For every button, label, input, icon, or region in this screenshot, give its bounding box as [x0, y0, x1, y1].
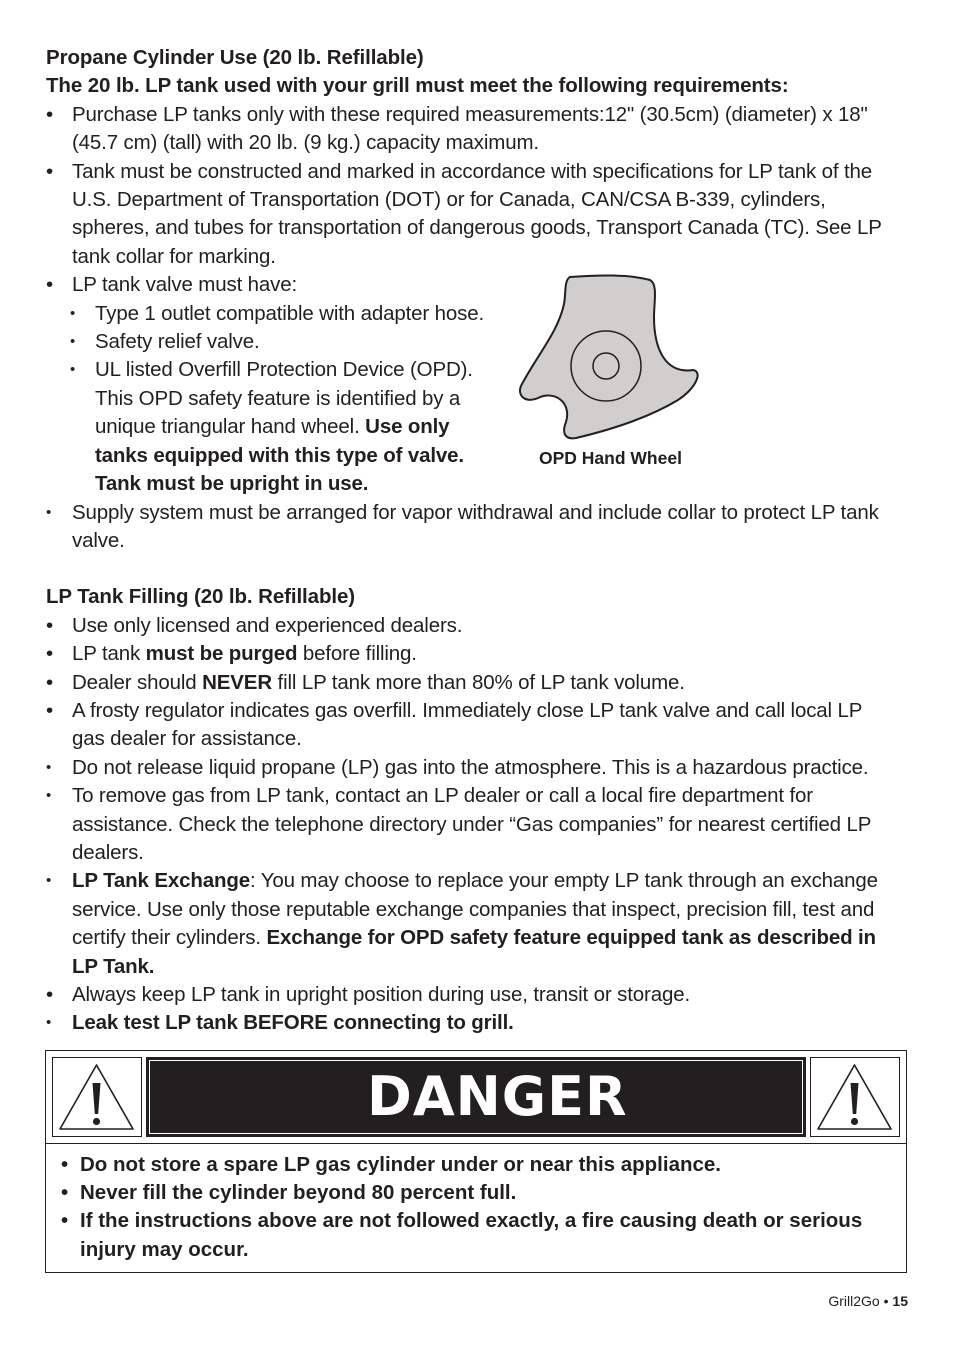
- sub-list-item: [46, 328, 910, 356]
- list-item-emphasis: LP Tank Exchange: [72, 869, 250, 893]
- list-item-line: tank collar for marking.: [72, 244, 276, 268]
- list-item-line: Supply system must be arranged for vapor withdrawal and include collar to protect LP tank: [72, 500, 879, 524]
- list-item-text: Dealer should: [72, 670, 203, 694]
- list-item-line: service. Use only those reputable exchange companies that inspect, precision fill, test and: [72, 897, 875, 921]
- list-item-emphasis: must be purged: [145, 642, 298, 666]
- list-item-line: [72, 924, 910, 952]
- list-item: [46, 612, 910, 640]
- danger-item: [61, 1179, 862, 1207]
- list-item-line: dealers.: [72, 840, 144, 864]
- list-item: [46, 640, 910, 668]
- list-item-line: [46, 669, 910, 697]
- list-item-emphasis: Exchange for OPD safety feature equipped tank as described in: [266, 926, 876, 950]
- danger-list: [61, 1151, 862, 1264]
- warning-triangle-icon: [53, 1058, 140, 1135]
- danger-banner: [146, 1057, 806, 1137]
- list-item-text: fill LP tank more than 80% of LP tank volume.: [271, 670, 685, 694]
- footer-brand: Grill2Go: [828, 1293, 880, 1309]
- bullet: •: [46, 872, 52, 890]
- list-item: [46, 499, 910, 556]
- list-item-line: spheres, and tubes for transportation of dangerous goods, Transport Canada (TC). See LP: [72, 216, 882, 240]
- bullet: •: [46, 642, 54, 666]
- footer-separator: •: [879, 1293, 893, 1309]
- opd-hand-wheel-icon: [518, 272, 704, 444]
- list-item-line: Use only licensed and experienced dealers.: [72, 613, 463, 637]
- bullet: •: [46, 758, 52, 776]
- list-item-line: This OPD safety feature is identified by a: [95, 386, 461, 410]
- list-item-line: To remove gas from LP tank, contact an LP dealer or call a local fire department for: [72, 784, 813, 808]
- list-item: [46, 697, 910, 754]
- bullet: •: [46, 670, 54, 694]
- list-item-line: gas dealer for assistance.: [72, 727, 302, 751]
- list-item-line: U.S. Department of Transportation (DOT) or for Canada, CAN/CSA B-339, cylinders,: [72, 188, 826, 212]
- sub-list-item: [46, 300, 910, 328]
- page-content: [46, 44, 910, 1038]
- figure-caption: OPD Hand Wheel: [539, 448, 682, 468]
- list-item: [46, 271, 910, 299]
- section-subheading: The 20 lb. LP tank used with your grill must meet the following requirements:: [46, 74, 789, 98]
- list-item-line: Tank must be constructed and marked in accordance with specifications for LP tank of the: [72, 159, 873, 183]
- list-item-line: assistance. Check the telephone directory under “Gas companies” for nearest certified LP: [72, 812, 872, 836]
- sub-list-item: [46, 356, 910, 498]
- bullet: •: [61, 1181, 69, 1205]
- list-item-text: unique triangular hand wheel.: [95, 415, 366, 439]
- danger-item-text: Never fill the cylinder beyond 80 percent full.: [80, 1181, 517, 1205]
- list-item-emphasis: NEVER: [202, 670, 272, 694]
- warning-triangle-right: [810, 1057, 900, 1137]
- section-heading: Propane Cylinder Use (20 lb. Refillable): [46, 46, 424, 69]
- bullet: •: [70, 304, 76, 322]
- list-item: [46, 669, 910, 697]
- list-item-line: [46, 640, 910, 668]
- list-item-text: before filling.: [297, 642, 417, 666]
- list-item-line: A frosty regulator indicates gas overfill. Immediately close LP tank valve and call local LP: [72, 698, 863, 722]
- list-item-text: LP tank: [72, 642, 146, 666]
- list-item-line: [95, 413, 910, 441]
- bullet: •: [61, 1153, 69, 1176]
- heading-text: (20 lb. Refillable): [188, 585, 355, 609]
- list-item-line: (45.7 cm) (tall) with 20 lb. (9 kg.) capacity maximum.: [72, 131, 539, 155]
- heading-text: LP Tank Filling: [46, 585, 189, 609]
- bullet: •: [46, 159, 54, 183]
- danger-item-text: If the instructions above are not followed exactly, a fire causing death or serious: [80, 1209, 863, 1233]
- bullet: •: [46, 102, 54, 126]
- page-number: 15: [892, 1293, 908, 1309]
- list-item-line: LP Tank.: [72, 954, 155, 978]
- list-item-line: Always keep LP tank in upright position during use, transit or storage.: [72, 983, 690, 1006]
- danger-item: [61, 1207, 862, 1263]
- list-item-line: Type 1 outlet compatible with adapter hose.: [95, 301, 484, 325]
- bullet: •: [61, 1209, 69, 1233]
- list-item-line: [72, 867, 910, 895]
- danger-header: [46, 1051, 906, 1144]
- list-item-emphasis: Use only: [365, 415, 450, 439]
- danger-item: [61, 1151, 862, 1179]
- list-item: [46, 754, 910, 782]
- list-item-text: certify their cylinders.: [72, 926, 267, 950]
- list-item: [46, 782, 910, 867]
- list-item-line: Purchase LP tanks only with these required measurements:12" (30.5cm) (diameter) x 18": [72, 102, 868, 126]
- list-item: [46, 981, 910, 1009]
- list-item-text: : You may choose to replace your empty LP tank through an exchange: [250, 869, 878, 893]
- bullet: •: [46, 983, 54, 1006]
- danger-title: DANGER: [367, 1065, 628, 1128]
- list-item-line: UL listed Overfill Protection Device (OPD).: [95, 358, 473, 382]
- warning-triangle-icon: [811, 1058, 898, 1135]
- list-item: [46, 1009, 910, 1037]
- list-item: [46, 158, 910, 272]
- bullet: •: [46, 787, 52, 805]
- list-item-line: Tank must be upright in use.: [95, 472, 369, 496]
- danger-warning-box: [45, 1050, 907, 1273]
- list-item-line: Do not release liquid propane (LP) gas into the atmosphere. This is a hazardous practice.: [72, 755, 869, 779]
- bullet: •: [46, 698, 54, 722]
- danger-item-text: injury may occur.: [80, 1237, 249, 1261]
- bullet: •: [70, 361, 76, 379]
- list-item: [46, 867, 910, 981]
- warning-triangle-left: [52, 1057, 142, 1137]
- section-heading: [46, 583, 910, 611]
- opd-hand-wheel-figure: [518, 272, 704, 444]
- page-footer: [828, 1293, 908, 1309]
- bullet: •: [46, 613, 54, 637]
- list-item-line: valve.: [72, 528, 125, 552]
- bullet: •: [70, 333, 76, 351]
- list-item-line: Safety relief valve.: [95, 330, 260, 354]
- list-item-line: Leak test LP tank BEFORE connecting to grill.: [72, 1011, 514, 1035]
- list-item: [46, 101, 910, 158]
- bullet: •: [46, 1014, 52, 1032]
- bullet: •: [46, 503, 52, 521]
- list-item-line: tanks equipped with this type of valve.: [95, 443, 464, 467]
- bullet: •: [46, 273, 54, 297]
- list-item-line: LP tank valve must have:: [72, 273, 298, 297]
- danger-item-text: Do not store a spare LP gas cylinder under or near this appliance.: [80, 1153, 721, 1176]
